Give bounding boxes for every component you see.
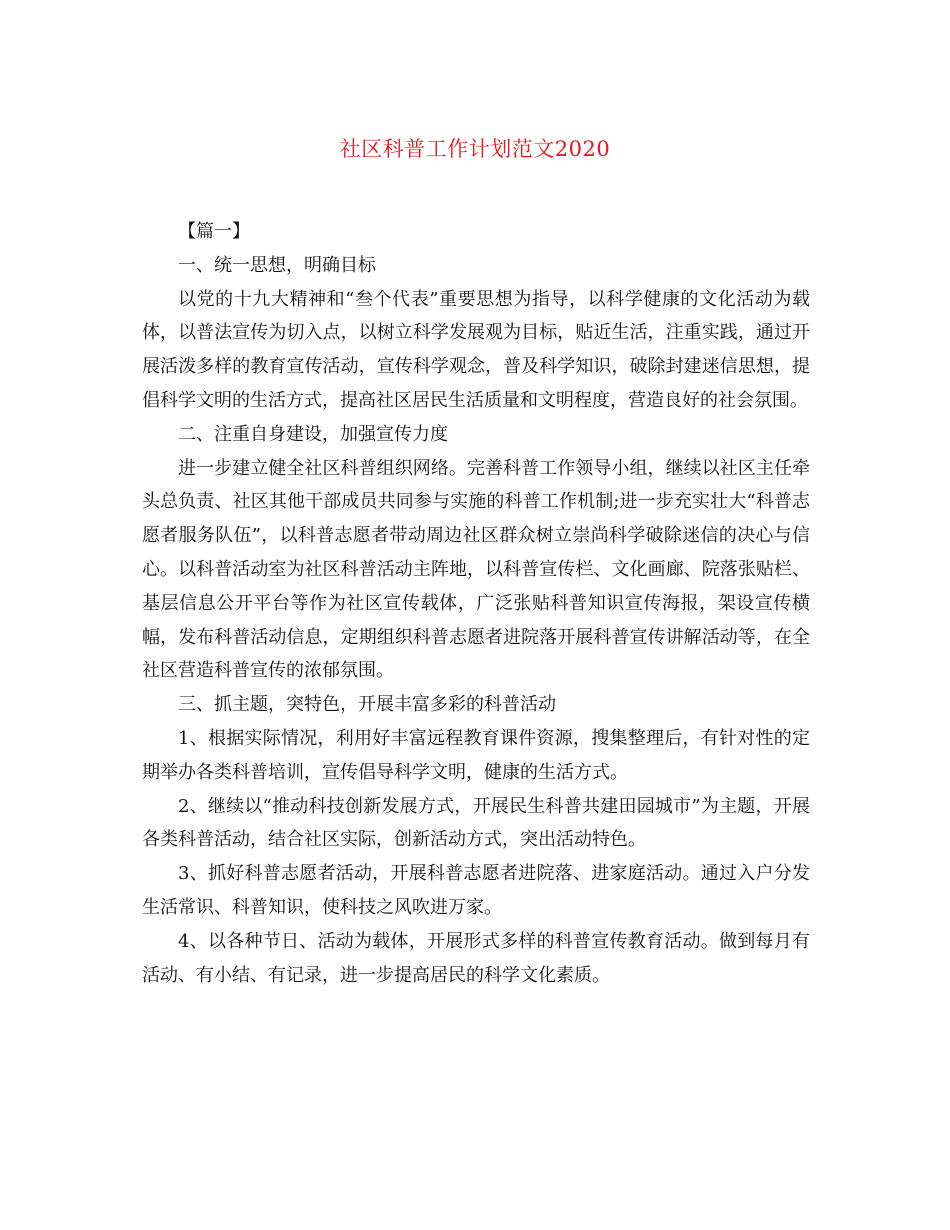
list-item: 4、以各种节日、活动为载体，开展形式多样的科普宣传教育活动。做到每月有活动、有小结、有记录，进一步提高居民的科学文化素质。	[142, 930, 810, 986]
section-heading-2: 二、注重自身建设，加强宣传力度	[178, 423, 448, 445]
section-label: 【篇一】	[178, 221, 250, 242]
list-item: 1、根据实际情况，利用好丰富远程教育课件资源，搜集整理后，有针对性的定期举办各类科普培训，宣传倡导科学文明，健康的生活方式。	[142, 727, 810, 783]
body-paragraph: 进一步建立健全社区科普组织网络。完善科普工作领导小组，继续以社区主任牵头总负责、社区其他干部成员共同参与实施的科普工作机制;进一步充实壮大“科普志愿者服务队伍”，以科普志愿者带动周边社区群众树立崇尚科学破除迷信的决心与信心。以科普活动室为社区科普活动主阵地，以科普宣传栏、文化画廊、院落张贴栏、基层信息公开平台等作为社区宣传载体，广泛张贴科普知识宣传海报，架设宣传横幅，发布科普活动信息，定期组织科普志愿者进院落开展科普宣传讲解活动等，在全社区营造科普宣传的浓郁氛围。	[142, 457, 810, 682]
document-body	[142, 215, 810, 992]
body-paragraph: 以党的十九大精神和“叁个代表”重要思想为指导，以科学健康的文化活动为载体，以普法宣传为切入点，以树立科学发展观为目标，贴近生活，注重实践，通过开展活泼多样的教育宣传活动，宣传科学观念，普及科学知识，破除封建迷信思想，提倡科学文明的生活方式，提高社区居民生活质量和文明程度，营造良好的社会氛围。	[142, 288, 810, 411]
page-title: 社区科普工作计划范文2020	[339, 137, 611, 161]
section-heading-1: 一、统一思想，明确目标	[178, 254, 376, 276]
list-item: 2、继续以“推动科技创新发展方式，开展民生科普共建田园城市”为主题，开展各类科普活动，结合社区实际，创新活动方式，突出活动特色。	[142, 795, 810, 851]
list-item: 3、抓好科普志愿者活动，开展科普志愿者进院落、进家庭活动。通过入户分发生活常识、科普知识，使科技之风吹进万家。	[142, 863, 810, 918]
section-heading-3: 三、抓主题，突特色，开展丰富多彩的科普活动	[178, 694, 556, 716]
